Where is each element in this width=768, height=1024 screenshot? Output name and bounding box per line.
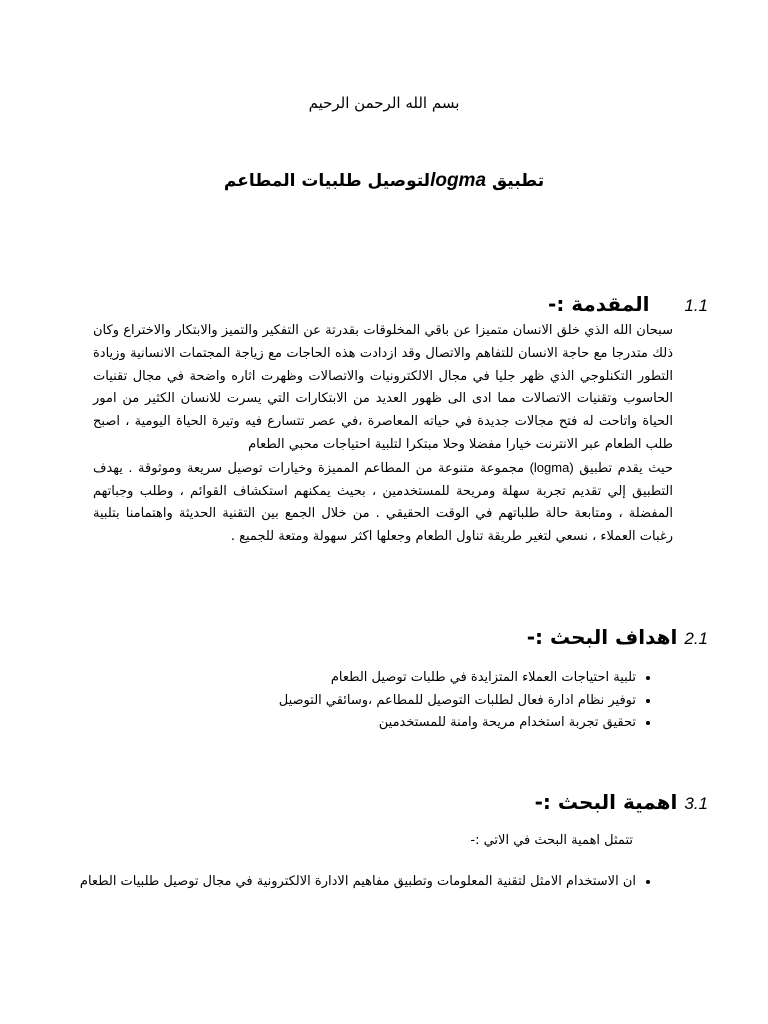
- section-number-intro: 1.1: [684, 296, 708, 315]
- intro-paragraph-2-app: (logma): [529, 459, 574, 475]
- section-heading-intro: [60, 292, 708, 316]
- section-title-goals: اهداف البحث :-: [526, 625, 678, 649]
- document-title: [0, 170, 768, 192]
- intro-body: [93, 320, 673, 549]
- section-number-goals: 2.1: [684, 629, 708, 648]
- title-suffix: لتوصيل طلبيات المطاعم: [223, 171, 431, 191]
- goals-list: [76, 667, 658, 735]
- list-item: • تلبية احتياجات العملاء المتزايدة في طلبات توصيل الطعام: [76, 667, 636, 690]
- section-title-importance: اهمية البحث :-: [534, 790, 678, 814]
- basmala: بسم الله الرحمن الرحيم: [308, 94, 460, 112]
- section-number-importance: 3.1: [684, 794, 708, 813]
- list-item: • تحقيق تجربة استخدام مريحة وامنة للمستخدمين: [76, 712, 636, 735]
- intro-paragraph-1: سبحان الله الذي خلق الانسان متميزا عن باقي المخلوقات بقدرتة عن التفكير والتميز والابتكار والاختراع وكان ذلك متدرجا مع حاجة الانسان للتفاهم والاتصال وقد ازدادت هذه الحاجات مع زياجة المجتمات الانسانية وزيادة التطور التكنلوجي الذي ظهر جليا في مجال الالكترونيات والاتصالات وظهرت اثاره واضحة في مجال تقنيات الحاسوب وتقنيات الاتصالات مما ادى الى ظهور العديد من الابتكارات التي يسرت للانسان الكثير من امور الحياة واتاحت له فتح مجالات جديدة في حياته المعاصرة ،في عصر تتسارع فيه وتيرة الحياة اليومية ، اصبح طلب الطعام عبر الانترنت خيارا مفضلا وحلا مبتكرا لتلبية احتياجات محبي الطعام: [93, 323, 673, 452]
- section-heading-goals: [60, 625, 708, 649]
- title-app-name: logma: [430, 170, 487, 191]
- intro-paragraph-2-rest: مجموعة متنوعة من المطاعم المميزة وخيارات توصيل سريعة وموثوقة . يهدف التطبيق إلي تقديم تجربة سهلة ومريحة للمستخدمين ، بحيث يمكنهم استكشاف القوائم ، وطلب وجباتهم المفضلة ، ومتابعة حالة طلباتهم في الوقت الحقيقي . من خلال الجمع بين التقنية الحديثة واهتمامنا بتلبية رغبات العملاء ، نسعي لتغير طريقة تناول الطعام وجعلها اكثر سهولة ومتعة للجميع .: [93, 460, 673, 545]
- list-item: • توفير نظام ادارة فعال لطلبات التوصيل للمطاعم ،وسائقي التوصيل: [76, 690, 636, 713]
- section-title-intro: المقدمة :-: [548, 292, 650, 316]
- list-item: • ان الاستخدام الامثل لتقنية المعلومات وتطبيق مفاهيم الادارة الالكترونية في مجال توصيل طلبيات الطعام: [66, 870, 636, 894]
- title-prefix: تطبيق: [491, 171, 545, 191]
- intro-paragraph-2-prefix: حيث يقدم تطبيق: [579, 460, 673, 476]
- importance-list: [66, 870, 658, 894]
- importance-lead: تتمثل اهمية البحث في الاتي :-: [470, 833, 633, 848]
- section-heading-importance: [60, 790, 708, 814]
